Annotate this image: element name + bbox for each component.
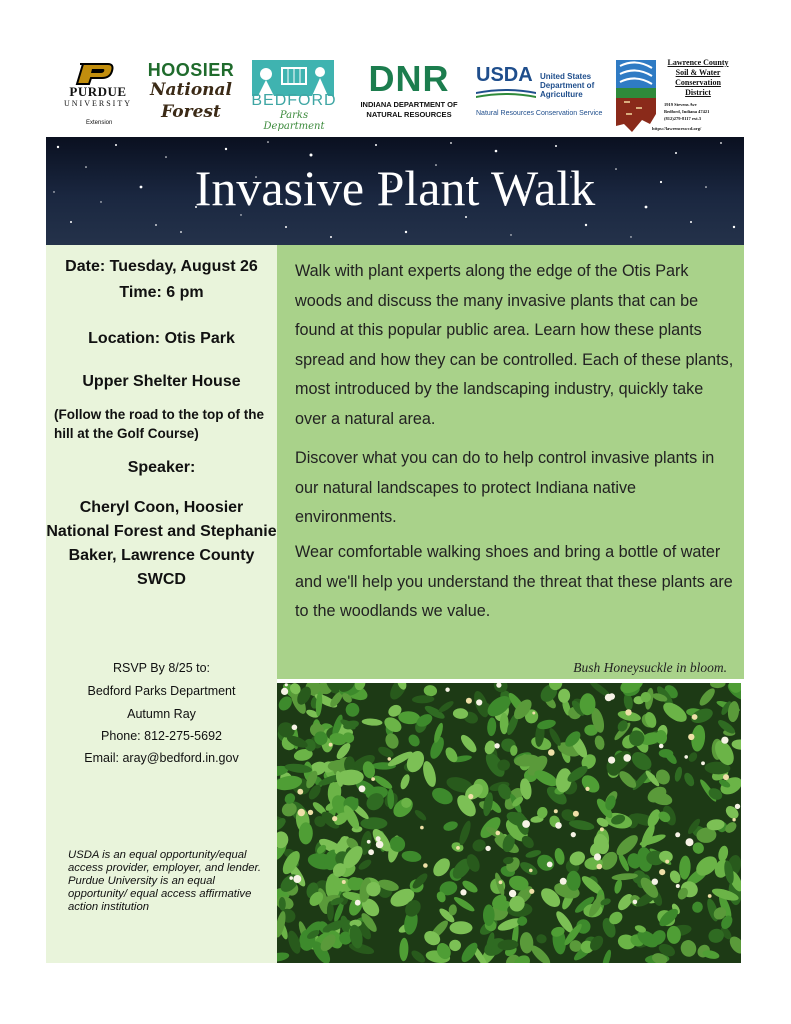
usda-line1: United States	[540, 72, 592, 81]
lcswcd-name	[662, 58, 734, 98]
purdue-name: PURDUE	[69, 84, 127, 99]
event-info-panel	[46, 245, 277, 963]
hnf-line3: Forest	[161, 102, 221, 122]
lcswcd-line4: District	[685, 88, 711, 97]
rsvp-line3: Autumn Ray	[127, 707, 196, 721]
eeo-statement: USDA is an equal opportunity/equal access provider, employer, and lender. Purdue University is an equal opportunity/ equal access affirmative action institution	[68, 849, 261, 913]
event-location: Location: Otis Park	[88, 330, 235, 347]
event-date: Date: Tuesday, August 26	[65, 258, 258, 275]
usda-line3: Agriculture	[540, 90, 583, 99]
honeysuckle-image	[277, 683, 741, 963]
rsvp-email: Email: aray@bedford.in.gov	[84, 751, 239, 765]
page-title: Invasive Plant Walk	[194, 160, 596, 216]
usda-agency	[540, 72, 594, 99]
lcswcd-addr1: 1919 Stevens Ave	[664, 102, 697, 107]
usda-line2: Department of	[540, 81, 595, 90]
park-scene-icon	[252, 60, 334, 96]
description-paragraph-3: Wear comfortable walking shoes and bring a bottle of water and we'll help you understand the threat that these plants are to the woodlands we value.	[295, 543, 733, 620]
hnf-line1: HOOSIER	[147, 60, 235, 80]
title-banner	[46, 137, 744, 245]
lcswcd-line3: Conservation	[675, 78, 721, 87]
lcswcd-phone: (812)279-8117 ext.3	[664, 116, 701, 121]
lawrence-county-swcd-logo	[612, 52, 736, 140]
event-time: Time: 6 pm	[119, 284, 204, 301]
lcswcd-line2: Soil & Water	[675, 68, 721, 77]
indiana-map-icon	[612, 58, 660, 136]
purdue-extension: Extension	[86, 120, 113, 126]
rsvp-line1: RSVP By 8/25 to:	[112, 661, 211, 675]
hnf-line2: National	[149, 80, 233, 100]
description-panel	[277, 245, 744, 679]
description-paragraph-1: Walk with plant experts along the edge of the Otis Park woods and discuss the many invasive plants that can be found at this popular public area. Learn how these plants spread and how they can be controlled. Each of these plants, most introduced by the landscaping industry, quickly take over a natural area.	[295, 262, 734, 428]
description-paragraph-2: Discover what you can do to help control invasive plants in our natural landscapes to protect Indiana native environments.	[295, 449, 715, 526]
purdue-p-icon	[74, 62, 116, 86]
photo-caption: Bush Honeysuckle in bloom.	[573, 660, 727, 675]
lcswcd-addr2: Bedford, Indiana 47421	[664, 109, 710, 114]
event-directions: (Follow the road to the top of the hill at the Golf Course)	[54, 407, 264, 441]
dnr-wordmark: DNR	[368, 58, 450, 99]
bedford-parks-logo	[248, 52, 340, 134]
bedford-line1: BEDFORD	[251, 92, 337, 109]
bedford-line2: Parks Department	[263, 110, 325, 132]
hoosier-national-forest-logo	[145, 52, 237, 134]
lcswcd-line1: Lawrence County	[667, 58, 729, 67]
rsvp-phone: Phone: 812-275-5692	[101, 729, 222, 743]
rsvp-line2: Bedford Parks Department	[87, 684, 236, 698]
usda-service: Natural Resources Conservation Service	[476, 110, 603, 117]
usda-wordmark: USDA	[476, 64, 533, 86]
speaker-label: Speaker:	[127, 459, 196, 476]
purdue-sub: UNIVERSITY	[64, 99, 132, 108]
dnr-line3: NATURAL RESOURCES	[366, 110, 452, 119]
dnr-logo	[355, 52, 463, 134]
event-shelter: Upper Shelter House	[82, 373, 241, 390]
purdue-logo	[58, 52, 138, 134]
honeysuckle-photo	[277, 683, 741, 963]
dnr-line2: INDIANA DEPARTMENT OF	[360, 100, 458, 109]
usda-landscape-icon	[476, 88, 536, 100]
lcswcd-web: https://lawrenceswcd.org/	[652, 126, 702, 131]
speaker-names: Cheryl Coon, Hoosier National Forest and Stephanie Baker, Lawrence County SWCD	[46, 499, 277, 588]
usda-nrcs-logo	[476, 52, 606, 134]
